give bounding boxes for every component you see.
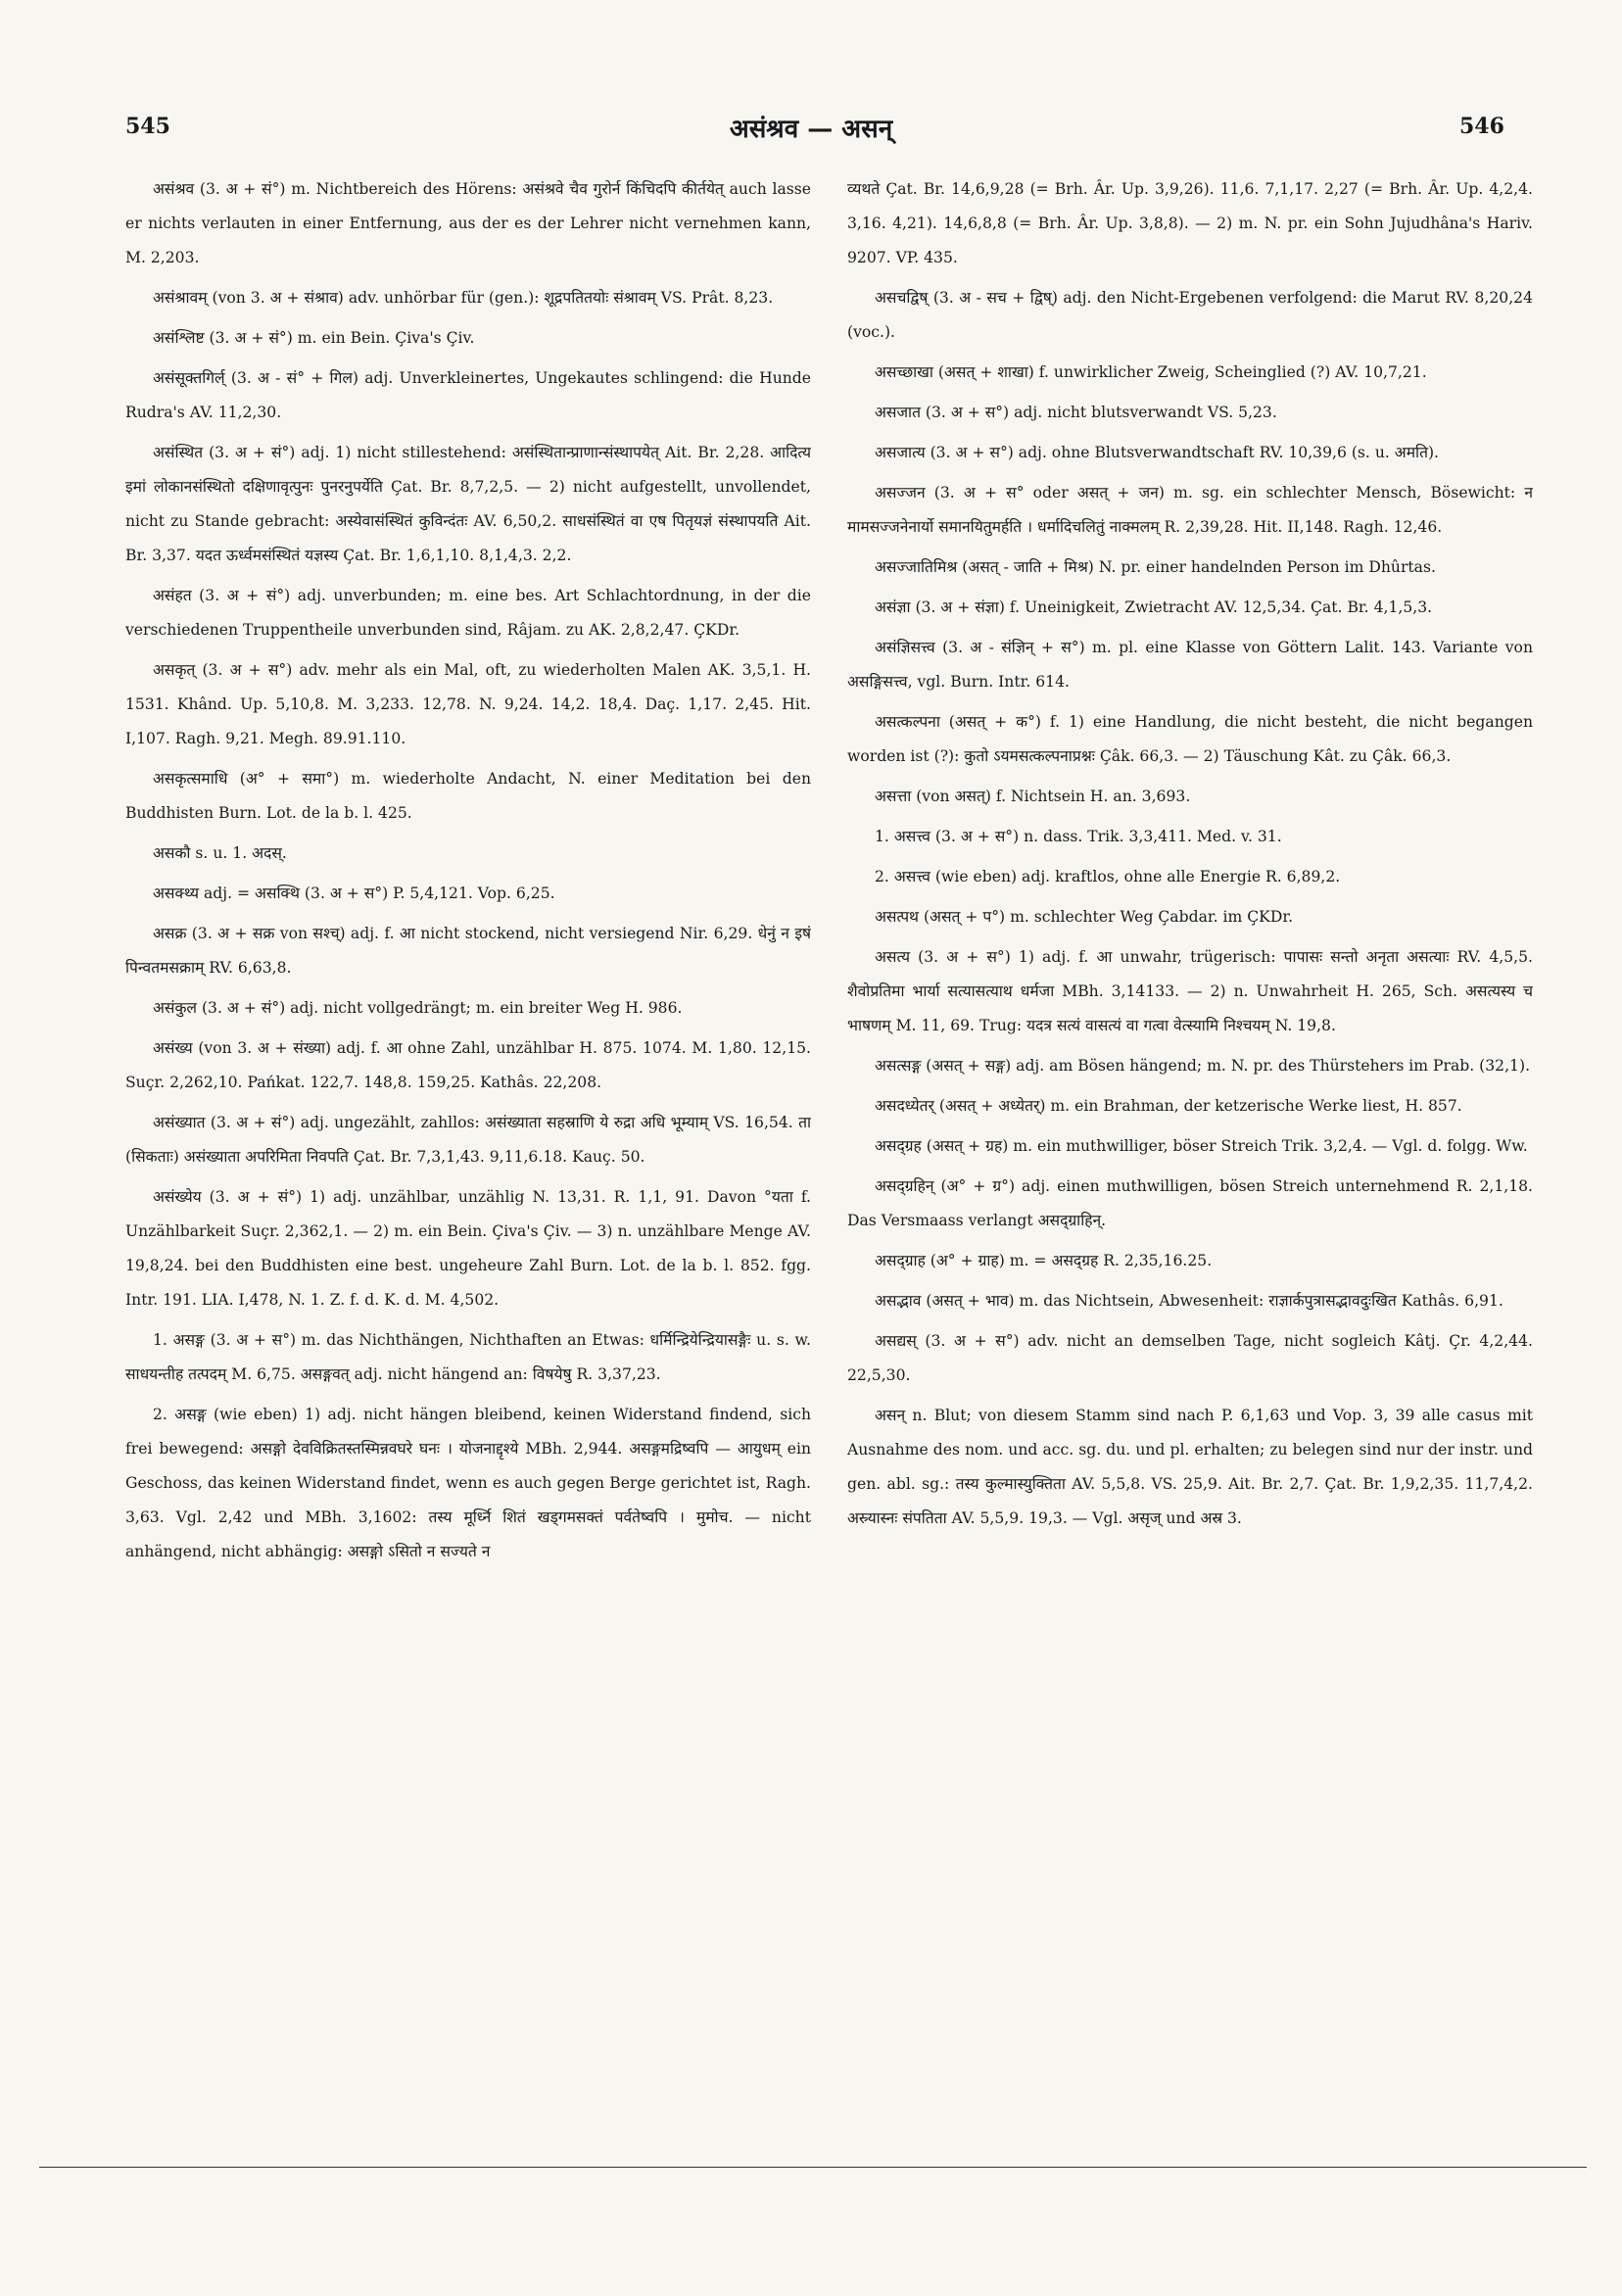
dictionary-entry: असंख्यात (3. अ + सं°) adj. ungezählt, zahllos: असंख्याता सहस्राणि ये रुद्रा अधि भूम्याम् VS. 16,54. ता (सिकताः) असंख्याता अपरिमिता निवपति Çat. Br. 7,3,1,43. 9,11,6.18. Kauç. 50. bbox=[125, 1114, 811, 1166]
dictionary-entry: असंस्थित (3. अ + सं°) adj. 1) nicht stillestehend: असंस्थितान्प्राणान्संस्थापयेत् Ait. Br. 2,28. आदित्य इमां लोकानसंस्थितो दक्षिणावृत्पुनः पुनरनुपर्येति Çat. Br. 8,7,2,5. — 2) nicht aufgestellt, unvollendet, nicht zu Stande gebracht: अस्येवासंस्थितं कुविन्दंतः AV. 6,50,2. साधसंस्थितं वा एष पितृयज्ञं संस्थापयति Ait. Br. 3,37. यदत ऊर्ध्वमसंस्थितं यज्ञस्य Çat. Br. 1,6,1,10. 8,1,4,3. 2,2. bbox=[125, 444, 811, 564]
dictionary-entry: असंश्रावम् (von 3. अ + संश्राव) adv. unhörbar für (gen.): शूद्रपतितयोः संश्रावम् VS. Prât. 8,23. bbox=[153, 289, 774, 307]
dictionary-entry: असच्छाखा (असत् + शाखा) f. unwirklicher Zweig, Scheinglied (?) AV. 10,7,21. bbox=[875, 363, 1427, 381]
dictionary-entry: असत्सङ्ग (असत् + सङ्ग) adj. am Bösen hängend; m. N. pr. des Thürstehers im Prab. (32,1). bbox=[875, 1057, 1531, 1075]
dictionary-entry: असंज्ञिसत्त्व (3. अ - संज्ञिन् + स°) m. pl. eine Klasse von Göttern Lalit. 143. Variante von असङ्गिसत्त्व, vgl. Burn. Intr. 614. bbox=[847, 639, 1533, 691]
dictionary-entry: असंश्लिष्ट (3. अ + सं°) m. ein Bein. Çiva's Çiv. bbox=[153, 329, 475, 347]
running-head bbox=[0, 110, 1622, 149]
dictionary-entry: असकृत्समाधि (अ° + समा°) m. wiederholte Andacht, N. einer Meditation bei den Buddhisten Burn. Lot. de la b. l. 425. bbox=[125, 770, 811, 822]
dictionary-entry: असद्यस् (3. अ + स°) adv. nicht an demselben Tage, nicht sogleich Kâtj. Çr. 4,2,44. 22,5,30. bbox=[847, 1332, 1533, 1384]
dictionary-entry: असक्थ्य adj. = असक्थि (3. अ + स°) P. 5,4,121. Vop. 6,25. bbox=[153, 885, 555, 902]
dictionary-entry: 2. असङ्ग (wie eben) 1) adj. nicht hängen bleibend, keinen Widerstand findend, sich frei bewegend: असङ्गो देवविक्रितस्तस्मिन्नवघरे घनः । योजनाद्दृश्ये MBh. 2,944. असङ्गमद्रिष्वपि — आयुधम् ein Geschoss, das keinen Widerstand findet, wenn es auch gegen Berge gerichtet ist, Ragh. 3,63. Vgl. 2,42 und MBh. 3,1602: तस्य मूर्ध्नि शितं खड्गमसक्तं पर्वतेष्वपि । मुमोच. — nicht anhängend, nicht abhängig: असङ्गो ऽसितो न सज्यते न bbox=[125, 1406, 811, 1560]
page-bottom-rule bbox=[39, 2167, 1587, 2168]
dictionary-entry: असंसूक्तगिर्ल् (3. अ - सं° + गिल) adj. Unverkleinertes, Ungekautes schlingend: die Hunde Rudra's AV. 11,2,30. bbox=[125, 369, 811, 421]
dictionary-entry: असंश्रव (3. अ + सं°) m. Nichtbereich des Hörens: असंश्रवे चैव गुरोर्न किंचिदपि कीर्तयेत् auch lasse er nichts verlauten in einer Entfernung, aus der es der Lehrer nicht vernehmen kann, M. 2,203. bbox=[125, 180, 811, 266]
dictionary-entry: असंख्य (von 3. अ + संख्या) adj. f. आ ohne Zahl, unzählbar H. 875. 1074. M. 1,80. 12,15. Suçr. 2,262,10. Pańkat. 122,7. 148,8. 159,25. Kathâs. 22,208. bbox=[125, 1039, 811, 1091]
dictionary-entry: असत्कल्पना (असत् + क°) f. 1) eine Handlung, die nicht besteht, die nicht begangen worden ist (?): कुतो ऽयमसत्कल्पनाप्रश्नः Çâk. 66,3. — 2) Täuschung Kât. zu Çâk. 66,3. bbox=[847, 713, 1533, 765]
dictionary-entry: असंकुल (3. अ + सं°) adj. nicht vollgedrängt; m. ein breiter Weg H. 986. bbox=[153, 999, 683, 1017]
dictionary-entry: 1. असङ्ग (3. अ + स°) m. das Nichthängen, Nichthaften an Etwas: धर्मिन्द्रियेन्द्रियासङ्गैः u. s. w. साधयन्तीह तत्पदम् M. 6,75. असङ्गवत् adj. nicht hängend an: विषयेषु R. 3,37,23. bbox=[125, 1331, 811, 1383]
dictionary-entry: असज्जन (3. अ + स° oder असत् + जन) m. sg. ein schlechter Mensch, Bösewicht: न मामसज्जनेनार्यो समानयितुमर्हति । धर्मादिचलितुं नाक्मलम् R. 2,39,28. Hit. II,148. Ragh. 12,46. bbox=[847, 484, 1533, 536]
dictionary-entry: असचद्विष् (3. अ - सच + द्विष्) adj. den Nicht-Ergebenen verfolgend: die Marut RV. 8,20,24 (voc.). bbox=[847, 289, 1533, 341]
dictionary-entry: असकौ s. u. 1. अदस्. bbox=[153, 844, 287, 862]
dictionary-entry: असत्ता (von असत्) f. Nichtsein H. an. 3,693. bbox=[875, 788, 1191, 805]
dictionary-entry: असजात (3. अ + स°) adj. nicht blutsverwandt VS. 5,23. bbox=[875, 404, 1277, 421]
dictionary-entry: असंज्ञा (3. अ + संज्ञा) f. Uneinigkeit, Zwietracht AV. 12,5,34. Çat. Br. 4,1,5,3. bbox=[875, 598, 1433, 616]
dictionary-entry: असक्र (3. अ + सक्र von सश्च्) adj. f. आ nicht stockend, nicht versiegend Nir. 6,29. धेनुं न इषं पिन्वतमसक्राम् RV. 6,63,8. bbox=[125, 925, 811, 977]
dictionary-entry: असद्ग्रहिन् (अ° + ग्र°) adj. einen muthwilligen, bösen Streich unternehmend R. 2,1,18. Das Versmaass verlangt असद्ग्राहिन्. bbox=[847, 1177, 1533, 1229]
dictionary-entry: असज्जातिमिश्र (असत् - जाति + मिश्र) N. pr. einer handelnden Person im Dhûrtas. bbox=[875, 558, 1436, 576]
dictionary-entry: 2. असत्त्व (wie eben) adj. kraftlos, ohne alle Energie R. 6,89,2. bbox=[875, 868, 1341, 885]
dictionary-entry: असद्भाव (असत् + भाव) m. das Nichtsein, Abwesenheit: राज्ञार्कपुत्रासद्भावदुःखित Kathâs. 6,91. bbox=[875, 1292, 1503, 1310]
running-headword: असंश्रव — असन् bbox=[729, 115, 893, 144]
left-column bbox=[125, 172, 811, 2112]
dictionary-entry: असत्य (3. अ + स°) 1) adj. f. आ unwahr, trügerisch: पापासः सन्तो अनृता असत्याः RV. 4,5,5. शैवोप्रतिमा भार्या सत्यासत्याथ धर्मजा MBh. 3,14133. — 2) n. Unwahrheit H. 265, Sch. असत्यस्य च भाषणम् M. 11, 69. Trug: यदत्र सत्यं वासत्यं वा गत्वा वेत्स्यामि निश्चयम् N. 19,8. bbox=[847, 948, 1533, 1034]
page-number-right: 546 bbox=[1459, 114, 1504, 139]
dictionary-entry-continued: व्यथते Çat. Br. 14,6,9,28 (= Brh. Âr. Up. 3,9,26). 11,6. 7,1,17. 2,27 (= Brh. Âr. Up. 4,2,4. 3,16. 4,21). 14,6,8,8 (= Brh. Âr. Up. 3,8,8). — 2) m. N. pr. ein Sohn Jujudhâna's Hariv. 9207. VP. 435. bbox=[847, 180, 1533, 266]
dictionary-entry: असंहत (3. अ + सं°) adj. unverbunden; m. eine bes. Art Schlachtordnung, in der die verschiedenen Truppentheile unverbunden sind, Râjam. zu AK. 2,8,2,47. ÇKDr. bbox=[125, 587, 811, 639]
dictionary-entry: असन् n. Blut; von diesem Stamm sind nach P. 6,1,63 und Vop. 3, 39 alle casus mit Ausnahme des nom. und acc. sg. du. und pl. erhalten; zu belegen sind nur der instr. und gen. abl. sg.: तस्य कुल्मास्युक्तिता AV. 5,5,8. VS. 25,9. Ait. Br. 2,7. Çat. Br. 1,9,2,35. 11,7,4,2. अस्र्यास्नः संपतिता AV. 5,5,9. 19,3. — Vgl. असृज् und अस्र 3. bbox=[847, 1407, 1533, 1527]
dictionary-entry: असद्ग्राह (अ° + ग्राह) m. = असद्ग्रह R. 2,35,16.25. bbox=[875, 1252, 1213, 1269]
page-number-left: 545 bbox=[125, 114, 170, 139]
dictionary-entry: असंख्येय (3. अ + सं°) 1) adj. unzählbar, unzählig N. 13,31. R. 1,1, 91. Davon °यता f. Unzählbarkeit Suçr. 2,362,1. — 2) m. ein Bein. Çiva's Çiv. — 3) n. unzählbare Menge AV. 19,8,24. bei den Buddhisten eine best. ungeheure Zahl Burn. Lot. de la b. l. 852. fgg. Intr. 191. LIA. I,478, N. 1. Z. f. d. K. d. M. 4,502. bbox=[125, 1188, 811, 1309]
dictionary-entry: असद्ग्रह (असत् + ग्रह) m. ein muthwilliger, böser Streich Trik. 3,2,4. — Vgl. d. folgg. Ww. bbox=[875, 1137, 1528, 1155]
dictionary-entry: असदध्येतर् (असत् + अध्येतर्) m. ein Brahman, der ketzerische Werke liest, H. 857. bbox=[875, 1097, 1462, 1115]
dictionary-entry: असकृत् (3. अ + स°) adv. mehr als ein Mal, oft, zu wiederholten Malen AK. 3,5,1. H. 1531. Khând. Up. 5,10,8. M. 3,233. 12,78. N. 9,24. 14,2. 18,4. Daç. 1,17. 2,45. Hit. I,107. Ragh. 9,21. Megh. 89.91.110. bbox=[125, 661, 811, 747]
dictionary-entry: असजात्य (3. अ + स°) adj. ohne Blutsverwandtschaft RV. 10,39,6 (s. u. अमति). bbox=[875, 444, 1439, 461]
dictionary-entry: 1. असत्त्व (3. अ + स°) n. dass. Trik. 3,3,411. Med. v. 31. bbox=[875, 828, 1282, 845]
dictionary-entry: असत्पथ (असत् + प°) m. schlechter Weg Çabdar. im ÇKDr. bbox=[875, 908, 1294, 926]
right-column bbox=[847, 172, 1533, 2112]
